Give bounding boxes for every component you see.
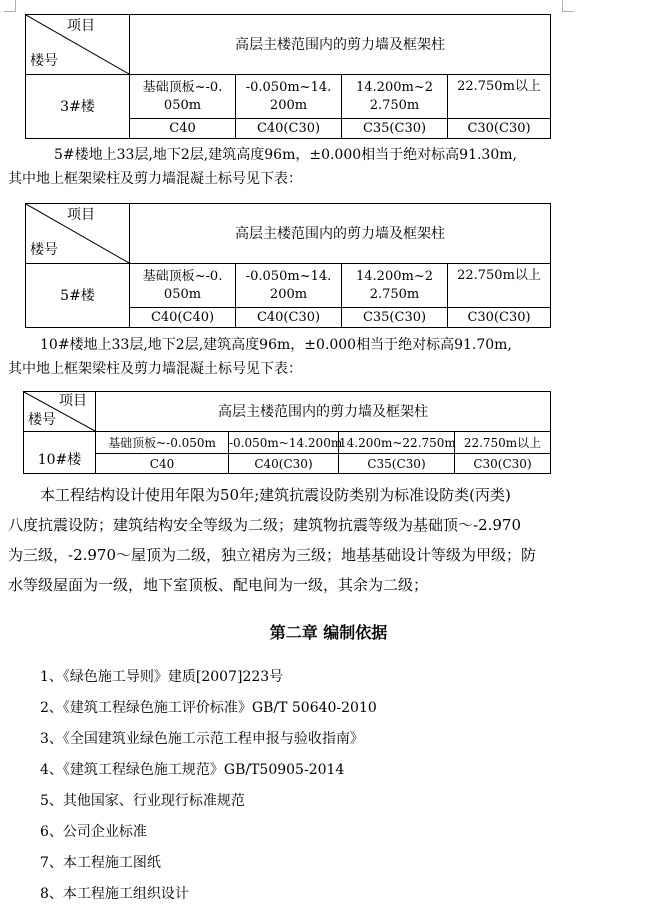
basis-list-item: 2、《建筑工程绿色施工评价标准》GB/T 50640-2010 — [40, 700, 377, 716]
header-diagonal-cell — [26, 15, 130, 75]
text-line: 其中地上框架梁柱及剪力墙混凝土标号见下表： — [8, 171, 302, 187]
header-building-label: 楼号 — [30, 53, 58, 69]
building-cell: 5#楼 — [26, 264, 130, 328]
crop-mark-horizontal — [4, 11, 16, 12]
header-item-label: 项目 — [67, 18, 95, 34]
text-line: 5#楼地上33层,地下2层,建筑高度96m，±0.000相当于绝对标高91.30m, — [54, 147, 517, 163]
design-parameters-paragraph — [8, 480, 653, 600]
crop-mark-horizontal-right — [562, 11, 574, 12]
basis-list-item: 7、本工程施工图纸 — [40, 855, 161, 871]
header-building-label: 楼号 — [30, 242, 58, 258]
grade-cell: C35(C30) — [339, 454, 455, 474]
header-item-label: 项目 — [67, 207, 95, 223]
basis-list-item: 1、《绿色施工导则》建质[2007]223号 — [40, 669, 284, 685]
concrete-grade-table-5 — [25, 203, 551, 328]
building-cell: 3#楼 — [26, 75, 130, 139]
basis-list-item: 8、本工程施工组织设计 — [40, 886, 189, 902]
range-cell: -0.050m~14.200m — [229, 432, 339, 454]
building-5-description — [8, 143, 653, 191]
concrete-grade-table-10 — [23, 391, 551, 474]
header-diagonal-cell — [24, 392, 96, 432]
range-cell: 22.750m以上 — [455, 432, 551, 454]
range-cell: 基础顶板~-0.050m — [130, 264, 236, 308]
basis-list-item: 5、其他国家、行业现行标准规范 — [40, 793, 245, 809]
range-cell: 14.200m~22.750m — [342, 264, 448, 308]
text-line: 水等级屋面为一级，地下室顶板、配电间为一级，其余为二级； — [8, 576, 429, 594]
text-line: 八度抗震设防；建筑结构安全等级为二级；建筑物抗震等级为基础顶～-2.970 — [8, 516, 522, 534]
building-10-description — [8, 333, 653, 381]
grade-cell: C40(C30) — [236, 308, 342, 328]
scope-header: 高层主楼范围内的剪力墙及框架柱 — [96, 392, 551, 432]
grade-cell: C30(C30) — [455, 454, 551, 474]
concrete-grade-table-3 — [25, 14, 551, 139]
basis-list-item: 3、《全国建筑业绿色施工示范工程申报与验收指南》 — [40, 731, 364, 747]
grade-cell: C35(C30) — [342, 308, 448, 328]
basis-list-item: 6、公司企业标准 — [40, 824, 147, 840]
range-cell: 14.200m~22.750m — [342, 75, 448, 119]
grade-cell: C30(C30) — [448, 119, 551, 139]
header-building-label: 楼号 — [28, 412, 56, 428]
grade-cell: C40(C40) — [130, 308, 236, 328]
grade-cell: C30(C30) — [448, 308, 551, 328]
chapter-heading: 第二章 编制依据 — [269, 623, 388, 642]
range-cell: 22.750m以上 — [448, 264, 551, 308]
grade-cell: C35(C30) — [342, 119, 448, 139]
building-cell: 10#楼 — [24, 432, 96, 474]
range-cell: 基础顶板~-0.050m — [96, 432, 229, 454]
range-cell: 22.750m以上 — [448, 75, 551, 119]
text-line: 10#楼地上33层,地下2层,建筑高度96m，±0.000相当于绝对标高91.70m, — [40, 337, 512, 353]
range-cell: 14.200m~22.750m — [339, 432, 455, 454]
basis-list-item: 4、《建筑工程绿色施工规范》GB/T50905-2014 — [40, 762, 345, 778]
grade-cell: C40 — [96, 454, 229, 474]
grade-cell: C40(C30) — [229, 454, 339, 474]
text-line: 本工程结构设计使用年限为50年;建筑抗震设防类别为标准设防类(丙类) — [40, 486, 511, 504]
range-cell: -0.050m~14.200m — [236, 264, 342, 308]
text-line: 为三级，-2.970～屋顶为二级，独立裙房为三级；地基基础设计等级为甲级；防 — [8, 546, 537, 564]
range-cell: 基础顶板~-0.050m — [130, 75, 236, 119]
scope-header: 高层主楼范围内的剪力墙及框架柱 — [130, 15, 551, 75]
grade-cell: C40(C30) — [236, 119, 342, 139]
scope-header: 高层主楼范围内的剪力墙及框架柱 — [130, 204, 551, 264]
range-cell: -0.050m~14.200m — [236, 75, 342, 119]
grade-cell: C40 — [130, 119, 236, 139]
text-line: 其中地上框架梁柱及剪力墙混凝土标号见下表： — [8, 361, 302, 377]
header-item-label: 项目 — [59, 393, 87, 409]
header-diagonal-cell — [26, 204, 130, 264]
